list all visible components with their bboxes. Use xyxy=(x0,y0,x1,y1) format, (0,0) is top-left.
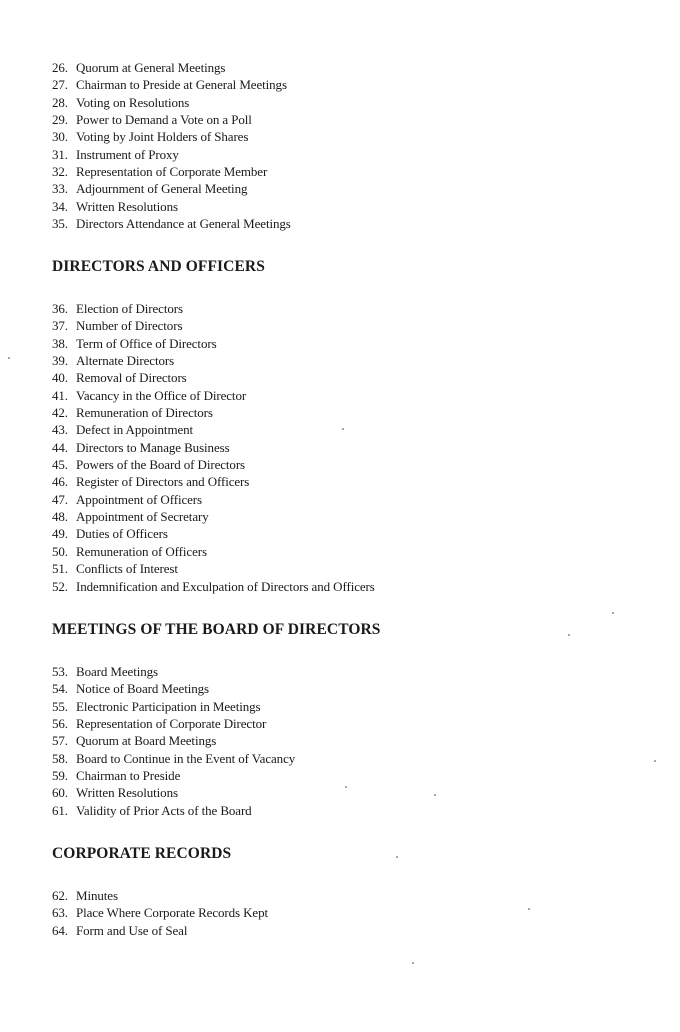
item-number: 50. xyxy=(52,543,68,559)
item-number: 34. xyxy=(52,198,68,214)
item-title: Alternate Directors xyxy=(76,353,175,369)
item-title: Register of Directors and Officers xyxy=(76,474,250,490)
item-number: 49. xyxy=(52,526,68,542)
item-title: Remuneration of Officers xyxy=(76,543,207,559)
section-heading-directors-and-officers: DIRECTORS AND OFFICERS xyxy=(52,258,265,275)
item-title: Quorum at Board Meetings xyxy=(76,733,217,749)
item-title: Duties of Officers xyxy=(76,526,168,542)
toc-item xyxy=(52,560,652,577)
item-title: Indemnification and Exculpation of Directors and Officers xyxy=(76,578,375,594)
item-title: Directors to Manage Business xyxy=(76,439,230,455)
toc-item xyxy=(52,59,652,76)
item-number: 63. xyxy=(52,905,68,921)
item-number: 58. xyxy=(52,750,68,766)
toc-item xyxy=(52,922,652,939)
toc-item xyxy=(52,300,652,317)
item-number: 29. xyxy=(52,112,68,128)
item-number: 59. xyxy=(52,768,68,784)
item-number: 48. xyxy=(52,509,68,525)
toc-list xyxy=(52,300,652,595)
toc-item xyxy=(52,180,652,197)
item-title: Electronic Participation in Meetings xyxy=(76,698,261,714)
item-title: Removal of Directors xyxy=(76,370,187,386)
item-number: 35. xyxy=(52,216,68,232)
toc-list xyxy=(52,59,652,232)
item-number: 27. xyxy=(52,77,68,93)
item-title: Form and Use of Seal xyxy=(76,922,188,938)
toc-list xyxy=(52,887,652,939)
item-title: Conflicts of Interest xyxy=(76,561,178,577)
item-number: 28. xyxy=(52,94,68,110)
item-number: 39. xyxy=(52,353,68,369)
item-title: Written Resolutions xyxy=(76,785,178,801)
item-title: Representation of Corporate Member xyxy=(76,164,268,180)
item-title: Powers of the Board of Directors xyxy=(76,457,246,473)
item-number: 37. xyxy=(52,318,68,334)
item-number: 60. xyxy=(52,785,68,801)
item-number: 64. xyxy=(52,922,68,938)
item-title: Number of Directors xyxy=(76,318,183,334)
toc-item xyxy=(52,508,652,525)
toc-item xyxy=(52,111,652,128)
item-number: 33. xyxy=(52,181,68,197)
item-title: Vacancy in the Office of Director xyxy=(76,387,247,403)
scan-speck xyxy=(568,634,570,636)
item-title: Term of Office of Directors xyxy=(76,335,217,351)
toc-item xyxy=(52,578,652,595)
toc-item xyxy=(52,421,652,438)
item-title: Minutes xyxy=(76,888,118,903)
item-number: 55. xyxy=(52,698,68,714)
toc-item xyxy=(52,543,652,560)
item-number: 40. xyxy=(52,370,68,386)
item-number: 31. xyxy=(52,146,68,162)
item-number: 54. xyxy=(52,681,68,697)
item-number: 41. xyxy=(52,387,68,403)
scan-speck xyxy=(345,786,347,788)
scan-speck xyxy=(612,612,614,614)
toc-item xyxy=(52,473,652,490)
toc-item xyxy=(52,698,652,715)
item-title: Adjournment of General Meeting xyxy=(76,181,248,197)
item-number: 45. xyxy=(52,457,68,473)
item-title: Notice of Board Meetings xyxy=(76,681,209,697)
item-title: Chairman to Preside at General Meetings xyxy=(76,77,287,93)
item-title: Appointment of Secretary xyxy=(76,509,209,525)
scan-speck xyxy=(528,908,530,910)
item-number: 47. xyxy=(52,491,68,507)
toc-item xyxy=(52,904,652,921)
item-title: Written Resolutions xyxy=(76,198,178,214)
item-title: Validity of Prior Acts of the Board xyxy=(76,802,252,818)
item-title: Board Meetings xyxy=(76,664,159,679)
toc-section-general-meetings xyxy=(52,59,652,232)
toc-section-directors-and-officers xyxy=(52,300,652,595)
scan-speck xyxy=(342,428,344,430)
item-number: 53. xyxy=(52,664,68,679)
item-number: 32. xyxy=(52,164,68,180)
toc-item xyxy=(52,491,652,508)
toc-item xyxy=(52,128,652,145)
section-heading-meetings-of-the-board: MEETINGS OF THE BOARD OF DIRECTORS xyxy=(52,621,381,638)
item-title: Remuneration of Directors xyxy=(76,405,213,421)
toc-item xyxy=(52,784,652,801)
toc-section-corporate-records xyxy=(52,887,652,939)
item-number: 38. xyxy=(52,335,68,351)
item-number: 44. xyxy=(52,439,68,455)
item-title: Election of Directors xyxy=(76,301,183,316)
item-title: Appointment of Officers xyxy=(76,491,202,507)
toc-item xyxy=(52,663,652,680)
toc-item xyxy=(52,680,652,697)
item-number: 51. xyxy=(52,561,68,577)
toc-item xyxy=(52,715,652,732)
item-number: 26. xyxy=(52,60,68,75)
toc-section-meetings-of-the-board xyxy=(52,663,652,819)
toc-item xyxy=(52,767,652,784)
item-title: Voting by Joint Holders of Shares xyxy=(76,129,249,145)
toc-item xyxy=(52,352,652,369)
section-heading-corporate-records: CORPORATE RECORDS xyxy=(52,845,232,862)
toc-item xyxy=(52,802,652,819)
toc-item xyxy=(52,525,652,542)
scan-speck xyxy=(434,794,436,796)
toc-item xyxy=(52,317,652,334)
toc-list xyxy=(52,663,652,819)
item-title: Quorum at General Meetings xyxy=(76,60,226,75)
scan-speck xyxy=(396,856,398,858)
item-title: Chairman to Preside xyxy=(76,768,181,784)
item-number: 56. xyxy=(52,716,68,732)
item-title: Directors Attendance at General Meetings xyxy=(76,216,291,232)
item-number: 36. xyxy=(52,301,68,316)
item-number: 62. xyxy=(52,888,68,903)
toc-item xyxy=(52,369,652,386)
item-number: 46. xyxy=(52,474,68,490)
item-title: Representation of Corporate Director xyxy=(76,716,267,732)
item-title: Board to Continue in the Event of Vacancy xyxy=(76,750,296,766)
item-number: 52. xyxy=(52,578,68,594)
toc-item xyxy=(52,732,652,749)
item-title: Defect in Appointment xyxy=(76,422,194,438)
item-number: 30. xyxy=(52,129,68,145)
toc-item xyxy=(52,94,652,111)
toc-item xyxy=(52,146,652,163)
toc-item xyxy=(52,163,652,180)
toc-item xyxy=(52,387,652,404)
item-title: Instrument of Proxy xyxy=(76,146,179,162)
toc-item xyxy=(52,76,652,93)
scan-speck xyxy=(412,962,414,964)
toc-item xyxy=(52,750,652,767)
toc-item xyxy=(52,456,652,473)
toc-item xyxy=(52,198,652,215)
item-number: 42. xyxy=(52,405,68,421)
item-number: 57. xyxy=(52,733,68,749)
item-title: Voting on Resolutions xyxy=(76,94,190,110)
toc-item xyxy=(52,335,652,352)
toc-item xyxy=(52,439,652,456)
item-title: Power to Demand a Vote on a Poll xyxy=(76,112,252,128)
toc-item xyxy=(52,887,652,904)
item-number: 43. xyxy=(52,422,68,438)
item-number: 61. xyxy=(52,802,68,818)
item-title: Place Where Corporate Records Kept xyxy=(76,905,269,921)
toc-item xyxy=(52,404,652,421)
scan-speck xyxy=(654,760,656,762)
scan-speck xyxy=(8,357,10,359)
toc-item xyxy=(52,215,652,232)
